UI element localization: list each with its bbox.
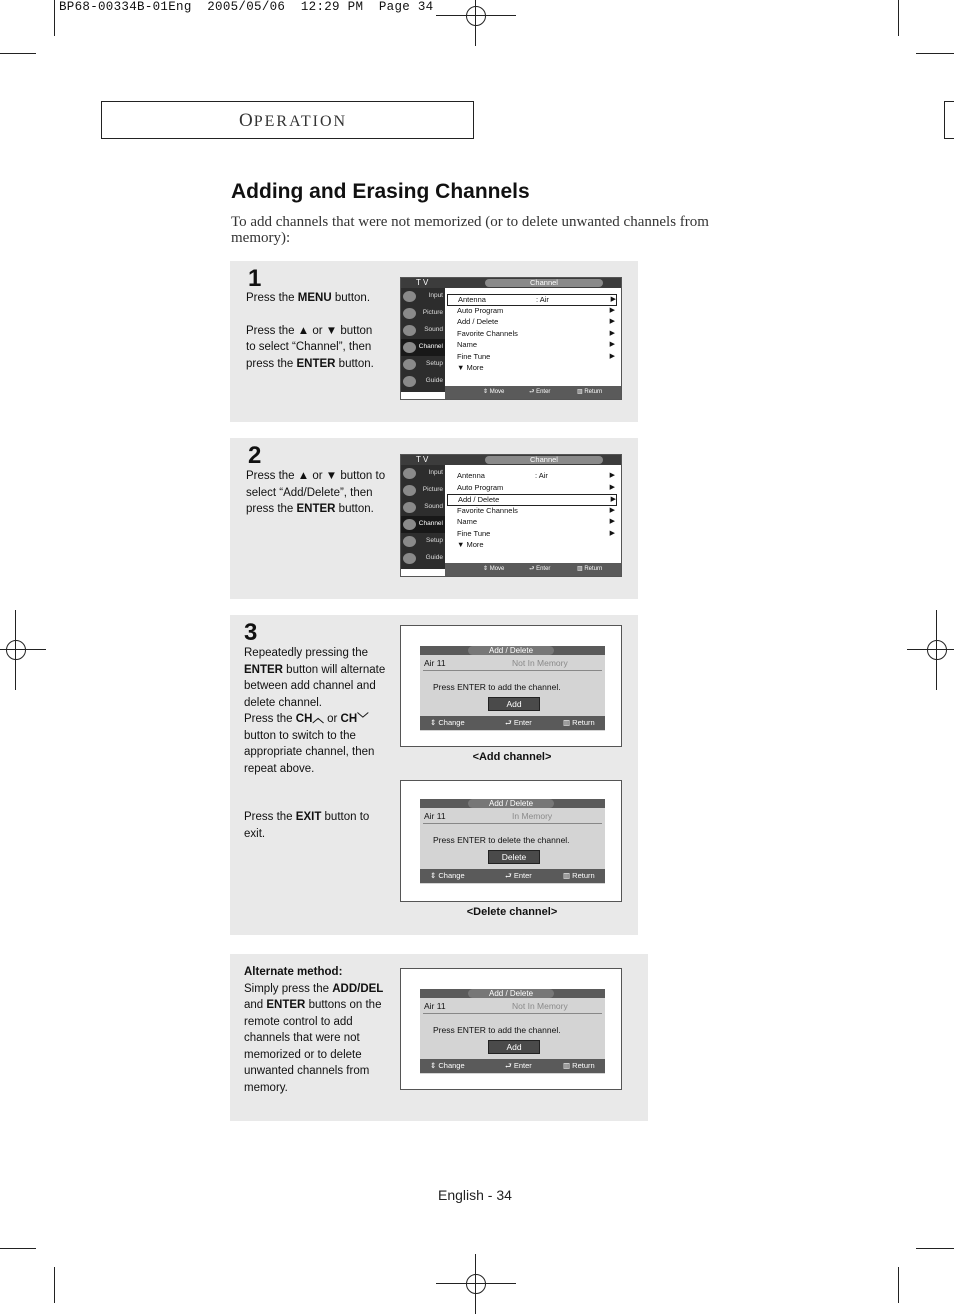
setup-icon [403, 536, 416, 547]
registration-mark [6, 640, 26, 660]
arrow-right-icon: ▶ [609, 518, 615, 525]
return-hint: ▥ Return [563, 871, 595, 880]
memory-status: In Memory [512, 811, 553, 821]
enter-hint: ⮐ Enter [529, 389, 551, 395]
registration-mark [466, 6, 486, 26]
channel-icon [403, 519, 416, 530]
menu-item-more[interactable]: ▼ More [457, 540, 484, 549]
step-3-text: Repeatedly pressing the ENTER button will alternate between add channel and delete channel. Press the CH︿ or CH﹀ button to switch to the appropriate channel, then repeat above. [244, 647, 386, 775]
section-tab [101, 101, 474, 139]
arrow-right-icon: ▶ [610, 496, 616, 503]
add-button[interactable]: Add [488, 697, 540, 711]
crop-mark [54, 1267, 55, 1303]
sidebar-item-sound[interactable] [401, 499, 445, 516]
add-delete-dialog [420, 989, 605, 1074]
dialog-message: Press ENTER to delete the channel. [433, 835, 570, 845]
setup-icon [403, 359, 416, 370]
menu-header [401, 278, 621, 288]
crop-mark [0, 1248, 36, 1249]
menu-item[interactable]: Favorite Channels ▶ [457, 505, 615, 515]
step-3-panel [230, 615, 638, 935]
sidebar-item-setup[interactable] [401, 356, 445, 373]
dialog-title: Add / Delete [468, 646, 554, 655]
dialog-footer [420, 869, 605, 883]
enter-hint: ⮐ Enter [505, 1061, 532, 1070]
sidebar-item-label: Sound [424, 503, 443, 510]
dialog-message: Press ENTER to add the channel. [433, 1025, 561, 1035]
menu-title: Channel [485, 279, 603, 287]
menu-footer [445, 563, 621, 576]
move-hint: ⇕ Move [483, 389, 505, 395]
sidebar-item-input[interactable] [401, 288, 445, 305]
intro-text: To add channels that were not memorized (or to delete unwanted channels from memory): [231, 214, 709, 246]
step-number: 3 [244, 619, 258, 646]
channel-number: Air 11 [424, 1001, 446, 1011]
sidebar-item-guide[interactable] [401, 373, 445, 390]
menu-item[interactable]: Auto Program ▶ [457, 305, 615, 315]
menu-header [401, 455, 621, 465]
menu-item[interactable]: Antenna : Air ▶ [457, 471, 615, 480]
move-hint: ⇕ Move [483, 566, 505, 572]
arrow-right-icon: ▶ [609, 506, 615, 514]
arrow-right-icon: ▶ [609, 306, 615, 314]
step-number: 1 [248, 265, 262, 292]
sidebar-item-label: Channel [418, 520, 443, 527]
add-delete-dialog [420, 799, 605, 884]
input-icon [403, 468, 416, 479]
print-slug: BP68-00334B-01Eng 2005/05/06 12:29 PM Page 34 [59, 0, 434, 14]
guide-icon [403, 553, 416, 564]
sidebar-item-picture[interactable] [401, 305, 445, 322]
dialog-title: Add / Delete [468, 989, 554, 998]
sidebar-item-channel[interactable] [401, 516, 445, 533]
registration-mark [927, 640, 947, 660]
menu-footer [445, 386, 621, 399]
crop-mark [898, 1267, 899, 1303]
arrow-right-icon: ▶ [609, 329, 615, 337]
add-delete-dialog [420, 646, 605, 731]
arrow-right-icon: ▶ [609, 472, 615, 479]
add-channel-screen [400, 968, 622, 1090]
crop-mark [54, 0, 55, 36]
sidebar-item-label: Sound [424, 326, 443, 333]
menu-item[interactable]: Auto Program ▶ [457, 482, 615, 492]
delete-channel-screen [400, 780, 622, 902]
enter-hint: ⮐ Enter [505, 871, 532, 880]
menu-sidebar [401, 465, 445, 569]
sidebar-item-label: Input [428, 292, 443, 299]
sidebar-item-picture[interactable] [401, 482, 445, 499]
step-1-text: Press the MENU button. Press the ▲ or ▼ button to select “Channel”, then press the ENTER button. [246, 292, 374, 370]
sidebar-item-label: Setup [426, 360, 443, 367]
sidebar-item-input[interactable] [401, 465, 445, 482]
enter-hint: ⮐ Enter [529, 566, 551, 572]
arrow-right-icon: ▶ [610, 296, 616, 303]
guide-icon [403, 376, 416, 387]
change-hint: ⇕ Change [430, 718, 465, 727]
sidebar-item-label: Guide [425, 377, 443, 384]
delete-button[interactable]: Delete [488, 850, 540, 864]
menu-item[interactable]: Favorite Channels ▶ [457, 328, 615, 338]
change-hint: ⇕ Change [430, 871, 465, 880]
arrow-right-icon: ▶ [609, 483, 615, 491]
menu-item[interactable]: Add / Delete ▶ [447, 494, 617, 506]
channel-icon [403, 342, 416, 353]
delete-channel-caption: <Delete channel> [466, 906, 558, 918]
exit-text: Press the EXIT button to exit. [244, 811, 370, 840]
input-icon [403, 291, 416, 302]
menu-item[interactable]: Name ▶ [457, 517, 615, 526]
return-hint: ▥ Return [577, 389, 603, 395]
step-1-panel [230, 261, 638, 422]
menu-title: Channel [485, 456, 603, 464]
menu-sidebar [401, 288, 445, 392]
tv-channel-menu [400, 277, 622, 400]
arrow-right-icon: ▶ [609, 341, 615, 348]
memory-status: Not In Memory [512, 1001, 568, 1011]
channel-number: Air 11 [424, 658, 446, 668]
sidebar-item-label: Picture [422, 309, 443, 316]
menu-item[interactable]: Name ▶ [457, 340, 615, 349]
dialog-footer [420, 1059, 605, 1073]
add-button[interactable]: Add [488, 1040, 540, 1054]
section-label: OPERATION [239, 110, 348, 131]
sidebar-item-label: Input [428, 469, 443, 476]
dialog-message: Press ENTER to add the channel. [433, 682, 561, 692]
arrow-right-icon: ▶ [609, 352, 615, 360]
alternate-text: Alternate method: Simply press the ADD/DEL and ENTER buttons on the remote control to add channels that were not memorized or to delete unwanted channels from memory. [244, 966, 384, 1094]
sidebar-item-guide[interactable] [401, 550, 445, 567]
enter-hint: ⮐ Enter [505, 718, 532, 727]
dialog-title: Add / Delete [468, 799, 554, 808]
sidebar-item-label: Channel [418, 343, 443, 350]
menu-item[interactable]: Fine Tune ▶ [457, 351, 615, 361]
tv-label: T V [416, 278, 429, 287]
crop-mark [916, 1248, 954, 1249]
sidebar-item-label: Setup [426, 537, 443, 544]
menu-item[interactable]: Add / Delete ▶ [457, 317, 615, 326]
sidebar-item-sound[interactable] [401, 322, 445, 339]
sound-icon [403, 325, 416, 336]
channel-number: Air 11 [424, 811, 446, 821]
sidebar-item-channel[interactable] [401, 339, 445, 356]
sidebar-item-setup[interactable] [401, 533, 445, 550]
sidebar-item-label: Guide [425, 554, 443, 561]
edge-bracket [944, 101, 954, 139]
step-2-panel [230, 438, 638, 599]
sound-icon [403, 502, 416, 513]
return-hint: ▥ Return [563, 718, 595, 727]
memory-status: Not In Memory [512, 658, 568, 668]
add-channel-screen [400, 625, 622, 747]
menu-item-more[interactable]: ▼ More [457, 363, 484, 372]
menu-item[interactable]: Fine Tune ▶ [457, 528, 615, 538]
arrow-right-icon: ▶ [609, 318, 615, 325]
crop-mark [916, 53, 954, 54]
picture-icon [403, 308, 416, 319]
tv-channel-menu [400, 454, 622, 577]
menu-item[interactable]: Antenna : Air ▶ [447, 294, 617, 306]
dialog-footer [420, 716, 605, 730]
return-hint: ▥ Return [563, 1061, 595, 1070]
registration-mark [466, 1274, 486, 1294]
crop-mark [898, 0, 899, 36]
sidebar-item-label: Picture [422, 486, 443, 493]
step-2-text: Press the ▲ or ▼ button to select “Add/Delete”, then press the ENTER button. [246, 470, 386, 515]
step-number: 2 [248, 442, 262, 469]
change-hint: ⇕ Change [430, 1061, 465, 1070]
tv-label: T V [416, 455, 429, 464]
picture-icon [403, 485, 416, 496]
crop-mark [0, 53, 36, 54]
page-title: Adding and Erasing Channels [231, 180, 530, 203]
add-channel-caption: <Add channel> [472, 751, 552, 763]
arrow-right-icon: ▶ [609, 529, 615, 537]
page-number: English - 34 [438, 1187, 512, 1203]
alternate-method-panel [230, 954, 648, 1121]
return-hint: ▥ Return [577, 566, 603, 572]
